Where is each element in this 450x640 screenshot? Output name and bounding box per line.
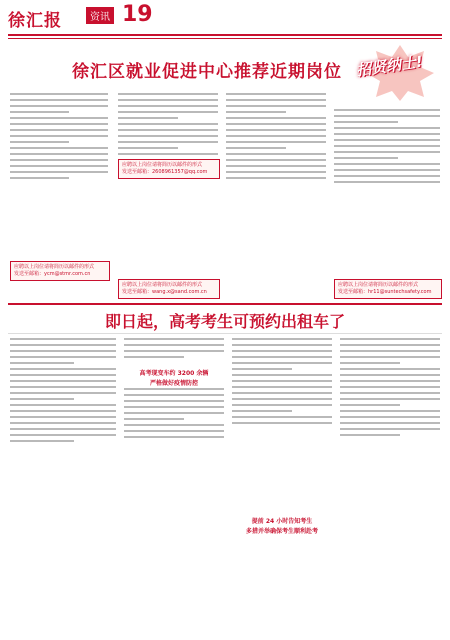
- paper-name: 徐汇报: [8, 11, 62, 31]
- banner-headline: 即日起，高考考生可预约出租车了: [104, 312, 345, 331]
- column-3: [226, 93, 326, 299]
- lower-column-4: [340, 338, 440, 630]
- subhead-2: 严格做好疫情防控: [149, 380, 198, 387]
- cutout-line: 发送至邮箱：ycm@stmr.com.cn: [14, 271, 91, 277]
- upper-article: [8, 38, 442, 303]
- cutout-line: 应聘以上岗位请将简历以邮件的形式: [338, 282, 419, 288]
- page-number: 19: [122, 2, 153, 27]
- subhead-3: 提前 24 小时告知考生: [251, 518, 313, 525]
- cutout-line: 发送至邮箱：2608961357@qq.com: [122, 169, 208, 175]
- cutout-line: 发送至邮箱：hr11@suntechsafety.com: [338, 289, 432, 295]
- section-label: 资讯: [86, 7, 114, 24]
- email-cutout-2: [118, 159, 220, 179]
- lower-column-1: [10, 338, 116, 630]
- email-cutout-4: [334, 279, 442, 299]
- masthead: [8, 4, 442, 36]
- email-cutout-1: [10, 261, 110, 281]
- subhead-1: 高考现变车约 3200 余辆: [139, 370, 209, 377]
- column-2: [118, 93, 218, 299]
- headline: 徐汇区就业促进中心推荐近期岗位: [72, 62, 342, 82]
- badge-text: 招贤纳士!: [355, 52, 424, 80]
- lower-banner: [8, 303, 442, 334]
- lower-column-3: [232, 338, 332, 630]
- subhead-4: 多措并举确保考生顺利赴考: [245, 528, 318, 535]
- lower-article: [8, 334, 442, 634]
- cutout-line: 发送至邮箱：wang.x@sand.com.cn: [122, 289, 207, 295]
- cutout-line: 应聘以上岗位请将简历以邮件的形式: [122, 282, 203, 288]
- email-cutout-3: [118, 279, 220, 299]
- cutout-line: 应聘以上岗位请将简历以邮件的形式: [122, 162, 203, 168]
- cutout-line: 应聘以上岗位请将简历以邮件的形式: [14, 264, 95, 270]
